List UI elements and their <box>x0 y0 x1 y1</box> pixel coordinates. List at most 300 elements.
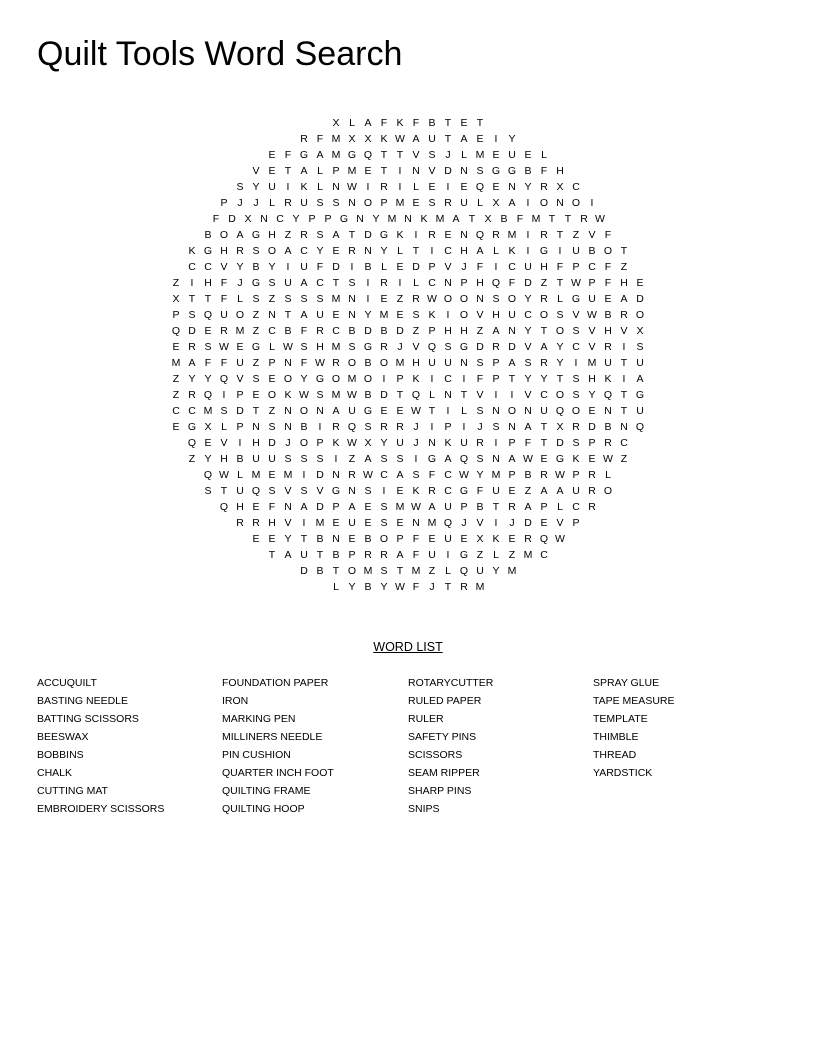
word-item: SPRAY GLUE <box>593 677 660 689</box>
grid-letter: A <box>476 245 484 257</box>
grid-letter: Q <box>251 485 261 497</box>
grid-letter: E <box>204 325 212 337</box>
grid-letter: E <box>508 485 516 497</box>
grid-letter: T <box>428 405 436 417</box>
grid-letter: V <box>284 517 292 529</box>
grid-letter: P <box>572 469 580 481</box>
grid-letter: X <box>476 533 484 545</box>
word-item: MILLINERS NEEDLE <box>222 731 323 743</box>
grid-letter: F <box>604 229 612 241</box>
grid-letter: V <box>524 389 532 401</box>
grid-letter: L <box>349 117 355 129</box>
grid-letter: N <box>284 357 292 369</box>
grid-letter: D <box>364 229 372 241</box>
grid-letter: A <box>452 213 460 225</box>
word-item: YARDSTICK <box>593 767 653 779</box>
grid-letter: O <box>571 197 581 209</box>
grid-letter: X <box>244 213 252 225</box>
word-list-column-4 <box>593 674 773 782</box>
grid-letter: E <box>332 517 340 529</box>
grid-letter: U <box>348 517 356 529</box>
grid-letter: O <box>283 373 293 385</box>
grid-letter: P <box>428 261 436 273</box>
grid-letter: P <box>444 421 452 433</box>
grid-letter: R <box>540 181 548 193</box>
grid-letter: I <box>382 373 386 385</box>
grid-letter: I <box>382 485 386 497</box>
grid-letter: Y <box>540 373 548 385</box>
word-item: THREAD <box>593 749 637 761</box>
grid-letter: N <box>348 197 356 209</box>
grid-letter: T <box>284 165 292 177</box>
grid-letter: P <box>492 357 500 369</box>
grid-letter: Y <box>524 181 532 193</box>
grid-letter: T <box>548 213 556 225</box>
grid-letter: G <box>507 165 517 177</box>
page-title: Quilt Tools Word Search <box>37 35 403 73</box>
grid-letter: B <box>428 117 436 129</box>
grid-letter: U <box>460 437 468 449</box>
grid-letter: Q <box>539 533 549 545</box>
grid-letter: A <box>396 549 404 561</box>
grid-letter: Z <box>172 389 180 401</box>
grid-letter: U <box>236 485 244 497</box>
grid-letter: C <box>572 181 580 193</box>
grid-letter: R <box>236 245 244 257</box>
grid-letter: T <box>332 277 340 289</box>
grid-letter: W <box>459 469 469 481</box>
grid-letter: R <box>332 421 340 433</box>
grid-letter: Y <box>476 469 484 481</box>
grid-letter: U <box>460 197 468 209</box>
grid-letter: N <box>412 165 420 177</box>
grid-letter: G <box>187 421 197 433</box>
grid-letter: F <box>220 357 228 369</box>
grid-letter: E <box>396 517 404 529</box>
grid-letter: J <box>237 277 243 289</box>
grid-letter: T <box>332 565 340 577</box>
grid-letter: W <box>347 437 357 449</box>
grid-letter: W <box>595 213 605 225</box>
grid-letter: S <box>284 293 292 305</box>
grid-letter: N <box>412 517 420 529</box>
grid-letter: E <box>252 533 260 545</box>
grid-letter: I <box>398 181 402 193</box>
grid-letter: A <box>316 149 324 161</box>
grid-letter: Y <box>588 389 596 401</box>
grid-letter: N <box>508 181 516 193</box>
grid-letter: O <box>539 197 549 209</box>
grid-letter: F <box>476 261 484 273</box>
grid-letter: R <box>620 309 628 321</box>
grid-letter: W <box>219 469 229 481</box>
grid-letter: I <box>414 453 418 465</box>
grid-letter: S <box>476 453 484 465</box>
grid-letter: O <box>555 325 565 337</box>
grid-letter: K <box>508 245 516 257</box>
grid-letter: A <box>444 453 452 465</box>
grid-letter: V <box>220 437 228 449</box>
grid-letter: L <box>461 149 467 161</box>
grid-letter: Y <box>556 341 564 353</box>
grid-letter: A <box>300 277 308 289</box>
grid-letter: Y <box>524 373 532 385</box>
grid-letter: Z <box>172 373 180 385</box>
grid-letter: A <box>460 133 468 145</box>
word-item: BASTING NEEDLE <box>37 695 129 707</box>
grid-letter: H <box>444 325 452 337</box>
grid-letter: S <box>252 373 260 385</box>
grid-letter: N <box>556 197 564 209</box>
grid-letter: P <box>508 437 516 449</box>
grid-letter: T <box>268 549 276 561</box>
grid-letter: R <box>508 501 516 513</box>
grid-letter: A <box>300 501 308 513</box>
grid-letter: U <box>444 501 452 513</box>
grid-letter: M <box>235 325 245 337</box>
grid-letter: Z <box>508 549 516 561</box>
grid-letter: X <box>364 437 372 449</box>
grid-letter: Q <box>171 325 181 337</box>
grid-letter: H <box>268 229 276 241</box>
grid-letter: O <box>267 245 277 257</box>
grid-letter: Y <box>380 245 388 257</box>
grid-letter: A <box>556 485 564 497</box>
grid-letter: V <box>316 485 324 497</box>
grid-letter: T <box>348 229 356 241</box>
grid-letter: D <box>332 261 340 273</box>
grid-letter: S <box>572 389 580 401</box>
grid-letter: I <box>238 437 242 449</box>
grid-letter: K <box>412 485 420 497</box>
grid-letter: W <box>363 469 373 481</box>
grid-letter: G <box>347 149 357 161</box>
grid-letter: G <box>339 213 349 225</box>
grid-letter: P <box>268 357 276 369</box>
grid-letter: I <box>366 277 370 289</box>
grid-letter: K <box>396 117 404 129</box>
grid-letter: Y <box>524 293 532 305</box>
grid-letter: Y <box>508 133 516 145</box>
grid-letter: I <box>430 373 434 385</box>
grid-letter: M <box>315 517 325 529</box>
grid-letter: M <box>387 213 397 225</box>
grid-letter: D <box>588 421 596 433</box>
grid-letter: M <box>283 469 293 481</box>
grid-letter: B <box>380 325 388 337</box>
grid-letter: N <box>260 213 268 225</box>
grid-letter: D <box>508 341 516 353</box>
grid-letter: D <box>524 517 532 529</box>
grid-letter: B <box>316 533 324 545</box>
grid-letter: W <box>283 341 293 353</box>
grid-letter: R <box>348 245 356 257</box>
grid-letter: F <box>604 261 612 273</box>
grid-letter: S <box>348 341 356 353</box>
grid-letter: X <box>364 133 372 145</box>
grid-letter: G <box>555 453 565 465</box>
grid-letter: I <box>190 277 194 289</box>
grid-letter: E <box>428 533 436 545</box>
grid-letter: E <box>540 517 548 529</box>
grid-letter: E <box>476 133 484 145</box>
grid-letter: Y <box>364 309 372 321</box>
grid-letter: U <box>524 261 532 273</box>
grid-letter: T <box>540 421 548 433</box>
grid-letter: C <box>188 405 196 417</box>
grid-letter: I <box>494 517 498 529</box>
grid-letter: A <box>364 117 372 129</box>
grid-letter: O <box>459 293 469 305</box>
grid-letter: B <box>284 325 292 337</box>
grid-letter: C <box>444 245 452 257</box>
grid-letter: D <box>316 501 324 513</box>
grid-letter: A <box>524 421 532 433</box>
grid-letter: G <box>379 229 389 241</box>
grid-letter: L <box>333 581 339 593</box>
grid-letter: B <box>524 165 532 177</box>
grid-letter: S <box>380 501 388 513</box>
grid-letter: Q <box>603 389 613 401</box>
grid-letter: I <box>334 453 338 465</box>
grid-letter: T <box>620 357 628 369</box>
grid-letter: H <box>588 373 596 385</box>
grid-letter: C <box>380 469 388 481</box>
grid-letter: G <box>363 405 373 417</box>
grid-letter: L <box>541 149 547 161</box>
grid-letter: E <box>396 309 404 321</box>
grid-letter: P <box>396 373 404 385</box>
grid-letter: M <box>331 341 341 353</box>
grid-letter: B <box>588 245 596 257</box>
grid-letter: V <box>476 389 484 401</box>
grid-letter: P <box>588 277 596 289</box>
grid-letter: Y <box>204 453 212 465</box>
grid-letter: W <box>603 453 613 465</box>
grid-letter: B <box>348 325 356 337</box>
grid-letter: L <box>221 421 227 433</box>
grid-letter: V <box>620 325 628 337</box>
grid-letter: E <box>396 485 404 497</box>
word-item: EMBROIDERY SCISSORS <box>37 803 165 815</box>
grid-letter: T <box>460 389 468 401</box>
grid-letter: R <box>348 469 356 481</box>
grid-letter: O <box>267 389 277 401</box>
grid-letter: N <box>284 421 292 433</box>
grid-letter: S <box>380 517 388 529</box>
grid-letter: H <box>460 325 468 337</box>
grid-letter: S <box>492 293 500 305</box>
grid-letter: R <box>572 421 580 433</box>
grid-letter: J <box>477 421 483 433</box>
grid-letter: P <box>332 501 340 513</box>
grid-letter: S <box>204 341 212 353</box>
grid-letter: U <box>300 261 308 273</box>
word-item: SEAM RIPPER <box>408 767 480 779</box>
grid-letter: P <box>380 197 388 209</box>
grid-letter: X <box>332 117 340 129</box>
grid-letter: P <box>460 277 468 289</box>
grid-letter: S <box>268 485 276 497</box>
grid-letter: I <box>366 293 370 305</box>
grid-letter: E <box>204 437 212 449</box>
grid-letter: U <box>636 357 644 369</box>
grid-letter: Z <box>188 453 196 465</box>
grid-letter: U <box>476 565 484 577</box>
grid-letter: Y <box>268 261 276 273</box>
grid-letter: L <box>445 565 451 577</box>
grid-letter: U <box>252 453 260 465</box>
grid-letter: S <box>556 309 564 321</box>
grid-letter: R <box>492 229 500 241</box>
grid-letter: Z <box>540 277 548 289</box>
grid-letter: S <box>364 485 372 497</box>
grid-letter: M <box>427 517 437 529</box>
grid-letter: Q <box>347 421 357 433</box>
grid-letter: T <box>620 245 628 257</box>
grid-letter: M <box>251 469 261 481</box>
grid-letter: R <box>540 357 548 369</box>
grid-letter: S <box>444 341 452 353</box>
grid-letter: W <box>395 133 405 145</box>
grid-letter: V <box>412 341 420 353</box>
grid-letter: R <box>300 229 308 241</box>
grid-letter: O <box>507 293 517 305</box>
grid-letter: A <box>188 357 196 369</box>
grid-letter: I <box>366 181 370 193</box>
grid-letter: J <box>509 517 515 529</box>
grid-letter: W <box>299 389 309 401</box>
grid-letter: L <box>317 165 323 177</box>
grid-letter: U <box>604 357 612 369</box>
grid-letter: I <box>494 437 498 449</box>
grid-letter: L <box>413 277 419 289</box>
grid-letter: J <box>461 517 467 529</box>
grid-letter: L <box>413 181 419 193</box>
grid-letter: H <box>220 245 228 257</box>
grid-letter: R <box>252 517 260 529</box>
grid-letter: M <box>395 197 405 209</box>
grid-letter: N <box>604 405 612 417</box>
grid-letter: J <box>237 197 243 209</box>
grid-letter: S <box>572 373 580 385</box>
grid-letter: N <box>356 213 364 225</box>
grid-letter: Z <box>252 325 260 337</box>
grid-letter: U <box>284 277 292 289</box>
grid-letter: L <box>493 549 499 561</box>
grid-letter: O <box>331 373 341 385</box>
grid-letter: Z <box>268 405 276 417</box>
grid-letter: O <box>379 357 389 369</box>
grid-letter: D <box>228 213 236 225</box>
grid-letter: K <box>492 533 500 545</box>
grid-letter: M <box>507 229 517 241</box>
grid-letter: E <box>268 469 276 481</box>
grid-letter: U <box>444 357 452 369</box>
grid-letter: A <box>428 501 436 513</box>
grid-letter: S <box>268 421 276 433</box>
grid-letter: Z <box>476 549 484 561</box>
grid-letter: B <box>364 533 372 545</box>
grid-letter: K <box>428 309 436 321</box>
grid-letter: D <box>300 565 308 577</box>
grid-letter: E <box>588 453 596 465</box>
grid-letter: A <box>508 197 516 209</box>
grid-letter: A <box>300 165 308 177</box>
grid-letter: E <box>636 277 644 289</box>
grid-letter: I <box>222 389 226 401</box>
grid-letter: F <box>284 149 292 161</box>
grid-letter: M <box>475 581 485 593</box>
grid-letter: G <box>331 485 341 497</box>
grid-letter: S <box>316 197 324 209</box>
grid-letter: F <box>476 485 484 497</box>
grid-letter: E <box>460 117 468 129</box>
grid-letter: A <box>284 549 292 561</box>
grid-letter: B <box>332 549 340 561</box>
grid-letter: U <box>236 357 244 369</box>
grid-letter: N <box>316 405 324 417</box>
grid-letter: W <box>347 389 357 401</box>
grid-letter: I <box>526 229 530 241</box>
grid-letter: E <box>508 533 516 545</box>
grid-letter: R <box>316 325 324 337</box>
grid-letter: Z <box>396 293 404 305</box>
grid-letter: G <box>299 149 309 161</box>
grid-letter: H <box>460 245 468 257</box>
grid-letter: E <box>252 389 260 401</box>
grid-letter: E <box>540 453 548 465</box>
grid-letter: Z <box>476 325 484 337</box>
grid-letter: I <box>510 389 514 401</box>
grid-letter: M <box>347 165 357 177</box>
grid-letter: A <box>636 373 644 385</box>
grid-letter: R <box>188 389 196 401</box>
grid-letter: O <box>299 437 309 449</box>
word-item: IRON <box>222 695 249 707</box>
grid-letter: S <box>476 357 484 369</box>
grid-letter: D <box>476 341 484 353</box>
grid-letter: S <box>428 197 436 209</box>
grid-letter: Z <box>268 293 276 305</box>
grid-letter: P <box>348 549 356 561</box>
grid-letter: Z <box>252 309 260 321</box>
grid-letter: Z <box>572 229 580 241</box>
grid-letter: R <box>580 213 588 225</box>
grid-letter: F <box>220 277 228 289</box>
grid-letter: U <box>572 485 580 497</box>
grid-letter: E <box>396 261 404 273</box>
grid-letter: R <box>220 325 228 337</box>
grid-letter: L <box>477 197 483 209</box>
grid-letter: Y <box>316 245 324 257</box>
grid-letter: I <box>494 133 498 145</box>
word-item: FOUNDATION PAPER <box>222 677 329 689</box>
grid-letter: Z <box>348 453 356 465</box>
grid-letter: F <box>300 325 308 337</box>
grid-letter: N <box>284 405 292 417</box>
grid-letter: R <box>604 437 612 449</box>
grid-letter: O <box>571 405 581 417</box>
grid-letter: T <box>508 373 516 385</box>
grid-letter: N <box>524 405 532 417</box>
grid-letter: N <box>348 293 356 305</box>
word-item: SAFETY PINS <box>408 731 477 743</box>
grid-letter: M <box>331 149 341 161</box>
grid-letter: G <box>203 245 213 257</box>
grid-letter: S <box>268 277 276 289</box>
grid-letter: N <box>508 421 516 433</box>
